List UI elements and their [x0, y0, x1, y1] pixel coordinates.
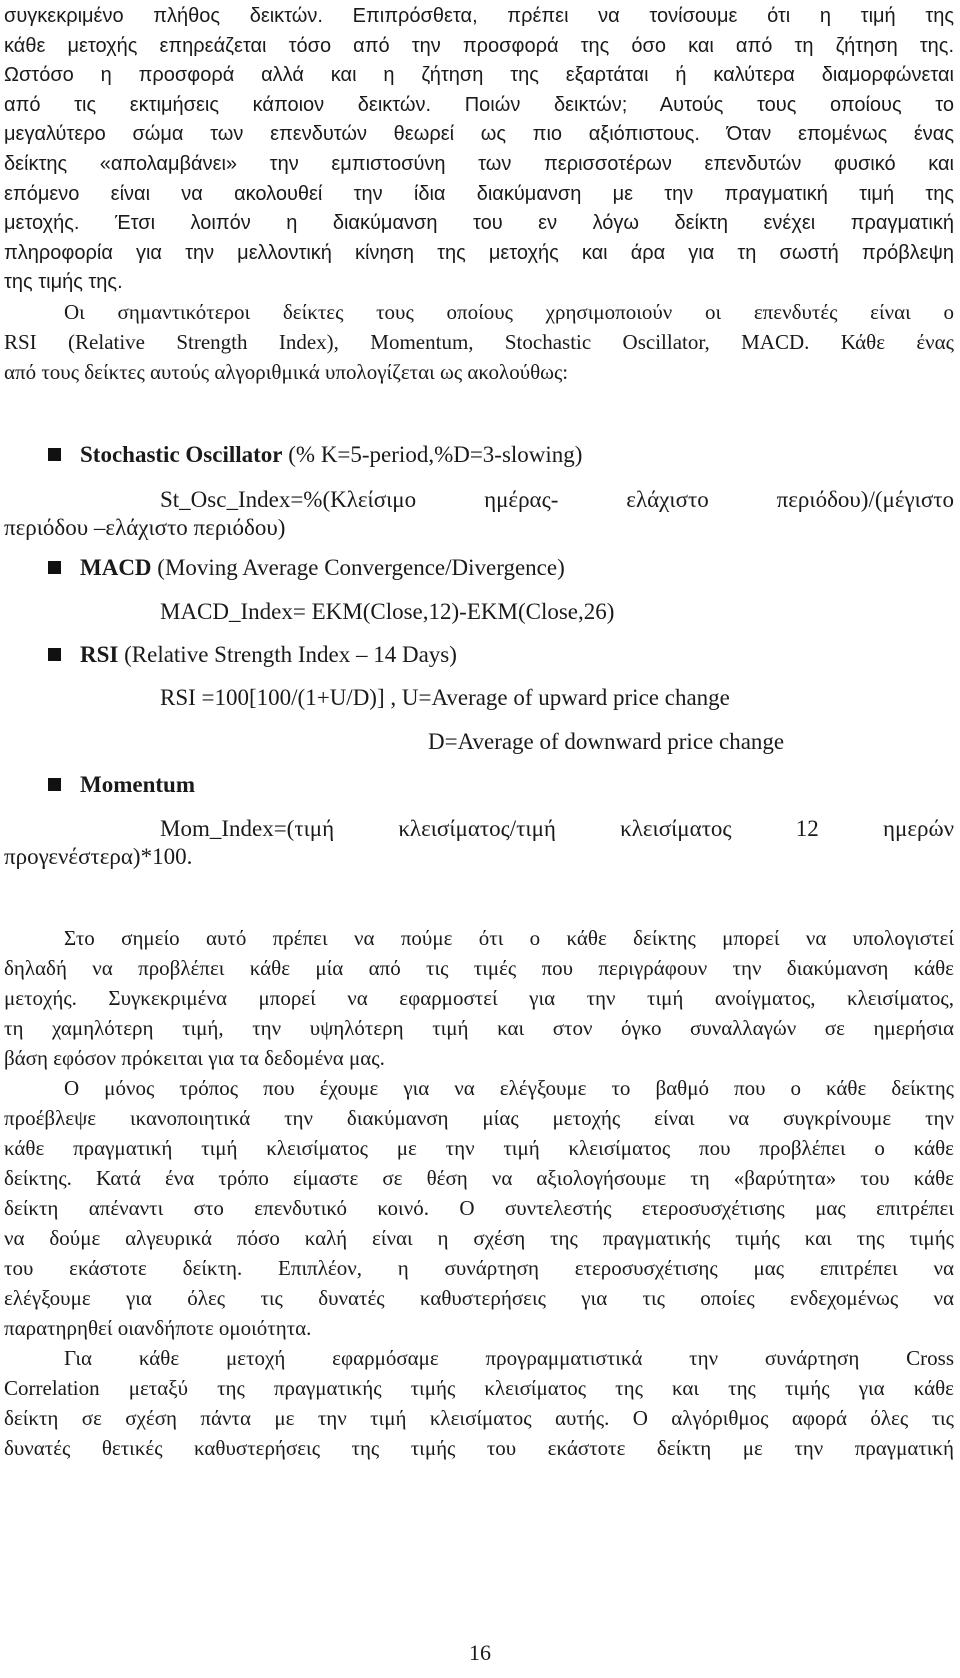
text-line: Ο μόνος τρόπος που έχουμε για να ελέγξουμε το βαθμό που ο κάθε δείκτης: [64, 1076, 954, 1100]
indicator-name: RSI: [80, 642, 119, 667]
text-line: Ωστόσο η προσφορά αλλά και η ζήτηση της εξαρτάται ή καλύτερα διαμορφώνεται: [4, 64, 954, 86]
text-line: δηλαδή να προβλέπει κάθε μία από τις τιμές που περιγράφουν την διακύμανση κάθε: [4, 956, 954, 980]
text-line: δείκτη απέναντι στο επενδυτικό κοινό. Ο συντελεστής ετεροσυσχέτισης μας επιτρέπει: [4, 1196, 954, 1220]
text-line: Για κάθε μετοχή εφαρμόσαμε προγραμματιστικά την συνάρτηση Cross: [64, 1346, 954, 1370]
square-bullet-icon: [48, 448, 61, 461]
indicator-formula: προγενέστερα)*100.: [4, 844, 193, 869]
text-line: της τιμής της.: [4, 271, 123, 293]
indicator-name: Momentum: [80, 772, 195, 797]
text-line: δείκτη σε σχέση πάντα με την τιμή κλεισίματος αυτής. Ο αλγόριθμος αφορά όλες τις: [4, 1406, 954, 1430]
text-line: τη χαμηλότερη τιμή, την υψηλότερη τιμή και στον όγκο συναλλαγών σε ημερήσια: [4, 1016, 954, 1040]
text-line: ελέγξουμε για όλες τις δυνατές καθυστερήσεις για τις οποίες ενδεχομένως να: [4, 1286, 954, 1310]
text-line: κάθε πραγματική τιμή κλεισίματος με την τιμή κλεισίματος που προβλέπει ο κάθε: [4, 1136, 954, 1160]
text-line: μεγαλύτερο σώμα των επενδυτών θεωρεί ως πιο αξιόπιστους. Όταν επομένως ένας: [4, 123, 954, 145]
indicator-item: [48, 770, 195, 800]
indicator-formula: περιόδου –ελάχιστο περιόδου): [4, 515, 286, 540]
indicator-item: [48, 440, 582, 470]
indicator-item: [48, 553, 565, 583]
text-line: δείκτης «απολαμβάνει» την εμπιστοσύνη των περισσοτέρων επενδυτών φυσικό και: [4, 153, 954, 175]
text-line: από τους δείκτες αυτούς αλγοριθμικά υπολογίζεται ως ακολούθως:: [4, 360, 569, 384]
text-line: από τις εκτιμήσεις κάποιον δεικτών. Ποιών δεικτών; Αυτούς τους οποίους το: [4, 94, 954, 116]
text-line: μετοχής. Συγκεκριμένα μπορεί να εφαρμοστεί για την τιμή ανοίγματος, κλεισίματος,: [4, 986, 954, 1010]
indicator-formula: Mom_Index=(τιμή κλεισίματος/τιμή κλεισίματος 12 ημερών: [160, 816, 954, 841]
text-line: του εκάστοτε δείκτη. Επιπλέον, η συνάρτηση ετεροσυσχέτισης μας επιτρέπει να: [4, 1256, 954, 1280]
text-line: συγκεκριμένο πλήθος δεικτών. Επιπρόσθετα, πρέπει να τονίσουμε ότι η τιμή της: [4, 5, 954, 27]
indicator-item: [48, 640, 457, 670]
text-line: παρατηρηθεί οιανδήποτε ομοιότητα.: [4, 1316, 312, 1340]
indicator-detail: (Moving Average Convergence/Divergence): [151, 555, 565, 580]
text-line: δυνατές θετικές καθυστερήσεις της τιμής του εκάστοτε δείκτη με την πραγματική: [4, 1436, 954, 1460]
text-line: προέβλεψε ικανοποιητικά την διακύμανση μίας μετοχής είναι να συγκρίνουμε την: [4, 1106, 954, 1130]
text-line: κάθε μετοχής επηρεάζεται τόσο από την προσφορά της όσο και από τη ζήτηση της.: [4, 35, 954, 57]
text-line: επόμενο είναι να ακολουθεί την ίδια διακύμανση με την πραγματική τιμή της: [4, 183, 954, 205]
text-line: βάση εφόσον πρόκειται για τα δεδομένα μας.: [4, 1046, 385, 1070]
text-line: Στο σημείο αυτό πρέπει να πούμε ότι ο κάθε δείκτης μπορεί να υπολογιστεί: [64, 926, 954, 950]
indicator-formula: St_Osc_Index=%(Κλείσιμο ημέρας- ελάχιστο περιόδου)/(μέγιστο: [160, 487, 954, 512]
text-line: Correlation μεταξύ της πραγματικής τιμής κλεισίματος της και της τιμής για κάθε: [4, 1376, 954, 1400]
page-number: 16: [469, 1640, 491, 1665]
square-bullet-icon: [48, 561, 61, 574]
indicator-detail: (% K=5-period,%D=3-slowing): [282, 442, 583, 467]
text-line: δείκτης. Κατά ένα τρόπο είμαστε σε θέση να αξιολογήσουμε τη «βαρύτητα» του κάθε: [4, 1166, 954, 1190]
indicator-detail: (Relative Strength Index – 14 Days): [118, 642, 457, 667]
indicator-formula: RSI =100[100/(1+U/D)] , U=Average of upward price change: [160, 685, 730, 710]
square-bullet-icon: [48, 648, 61, 661]
indicator-name: MACD: [80, 555, 152, 580]
text-line: πληροφορία για την μελλοντική κίνηση της μετοχής και άρα για τη σωστή πρόβλεψη: [4, 242, 954, 264]
text-line: μετοχής. Έτσι λοιπόν η διακύμανση του εν λόγω δείκτη ενέχει πραγματική: [4, 212, 954, 234]
indicator-formula: MACD_Index= ΕΚΜ(Close,12)-EKM(Close,26): [160, 599, 615, 624]
text-line: Οι σημαντικότεροι δείκτες τους οποίους χρησιμοποιούν οι επενδυτές είναι ο: [64, 300, 954, 324]
text-line: να δούμε αλγευρικά πόσο καλή είναι η σχέση της πραγματικής τιμής και της τιμής: [4, 1226, 954, 1250]
text-line: RSI (Relative Strength Index), Momentum, Stochastic Oscillator, MACD. Κάθε ένας: [4, 330, 954, 354]
indicator-name: Stochastic Oscillator: [80, 442, 283, 467]
square-bullet-icon: [48, 778, 61, 791]
indicator-formula: D=Average of downward price change: [428, 729, 785, 754]
